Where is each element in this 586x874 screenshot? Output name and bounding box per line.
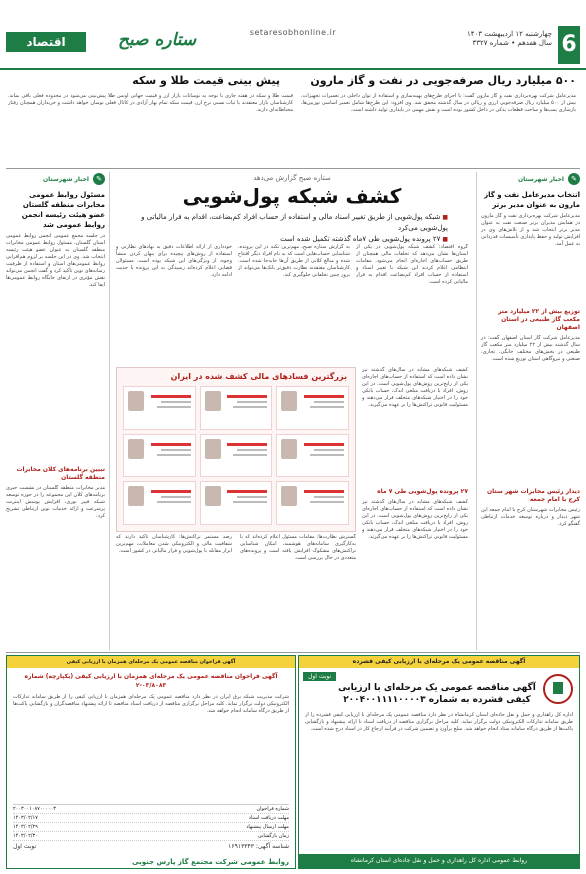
tender-ad-right[interactable] <box>298 655 580 869</box>
ad-details-table <box>13 804 289 840</box>
text-line <box>161 496 191 498</box>
table-row <box>13 832 289 841</box>
text-line <box>310 454 344 456</box>
infographic-card <box>123 434 196 478</box>
left-news-column <box>6 172 110 650</box>
row-label: مهلت ارسال پیشنهاد <box>246 824 289 830</box>
infographic-card <box>200 434 273 478</box>
main-lower-columns <box>116 534 356 646</box>
table-row <box>13 823 289 832</box>
row-value: ۱۴۰۳/۰۲/۳۰ <box>13 833 38 839</box>
ad-title: آگهی فراخوان مناقصه عمومی یک مرحله‌ای همزمان با ارزیابی کیفی (یکپارچه) شماره ۰۳/۸۰۸۳-۲ <box>24 673 278 689</box>
top-left-headline[interactable]: پیش بینی قیمت طلا و سکه <box>132 74 280 87</box>
row-value: ۱۴۰۳/۰۲/۱۷ <box>13 815 38 821</box>
infographic-card <box>200 481 273 525</box>
newspaper-logo: ستاره صبح <box>118 30 197 50</box>
portrait-image <box>281 391 297 411</box>
right-column-headline[interactable]: انتخاب مدیرعامل نفت و گاز مارون به عنوان مدیر برتر <box>484 191 580 209</box>
issue-date: چهارشنبه ۱۲ اردیبهشت ۱۴۰۳ <box>466 30 552 38</box>
text-line <box>233 454 267 456</box>
masthead <box>0 0 586 70</box>
infographic-card <box>276 434 349 478</box>
text-line <box>161 449 191 451</box>
infographic-card <box>200 386 273 430</box>
ad-band: آگهی مناقصه عمومی یک مرحله‌ای با ارزیابی کیفی فشرده <box>299 656 579 668</box>
main-lower-col-b: رصد مستمر تراکنش‌ها: کارشناسان تأکید دارند که شفافیت مالی و الکترونیکی شدن معاملات، مهم‌ترین ابزار مقابله با پول‌شویی و فرار مالیاتی در کشور است. <box>116 534 232 554</box>
red-label-bar <box>151 490 191 493</box>
text-line <box>314 496 344 498</box>
page-number: 6 <box>558 26 580 64</box>
right-news-column <box>476 172 580 650</box>
row-label: زمان بازگشایی <box>257 833 289 839</box>
table-row <box>13 814 289 823</box>
text-line <box>161 401 191 403</box>
red-label-bar <box>227 395 267 398</box>
top-left-body: قیمت طلا و سکه در هفته جاری با توجه به نوسانات بازار ارز و قیمت جهانی اونس طلا پیش‌بینی می‌شود در محدوده فعلی باقی بماند. کارشناسان بازار معتقدند با ثبات نسبی نرخ ارز، قیمت سکه تمام بهار آزادی در کانال فعلی نوسان خواهد داشت و خریداران همچنان رفتار محتاطانه‌ای دارند. <box>8 93 293 113</box>
organization-logo-icon <box>543 674 573 704</box>
text-line <box>310 501 344 503</box>
table-row <box>13 805 289 814</box>
ad-body: اداره کل راهداری و حمل و نقل جاده‌ای استان کرمانشاه در نظر دارد مناقصه عمومی یک مرحله‌ای با ارزیابی کیفی فشرده را از طریق سامانه تدارکات الکترونیکی دولت برگزار نماید. کلیه مراحل برگزاری مناقصه از دریافت اسناد تا ارائه پیشنهاد و بازگشایی پاکت‌ها از طریق درگاه سامانه ستاد انجام خواهد شد. مبلغ برآورد و تضمین شرکت در فرآیند ارجاع کار در اسناد درج شده است. <box>305 712 573 732</box>
text-line <box>233 501 267 503</box>
infographic-card <box>123 386 196 430</box>
main-side-column <box>362 367 468 647</box>
text-line <box>233 406 267 408</box>
column-badge <box>6 172 105 186</box>
divider <box>6 168 580 169</box>
ad-tag: نوبت اول <box>13 843 37 850</box>
right-column-body: مدیرعامل شرکت بهره‌برداری نفت و گاز مارون در همایش مدیران برتر صنعت نفت به عنوان مدیر برتر انتخاب شد و از تلاش‌های وی در افزایش تولید و حفظ پایداری تأسیسات قدردانی به عمل آمد. <box>481 213 580 247</box>
infographic-title: بزرگترین فسادهای مالی کشف شده در ایران <box>170 372 347 381</box>
news-icon: ✎ <box>568 173 580 185</box>
main-side-subheadline[interactable]: ۲۷ پرونده پول‌شویی طی ۷ ماه <box>377 488 468 495</box>
right-column-body-2: مدیرعامل شرکت گاز استان اصفهان گفت: در سال گذشته بیش از ۲۲ میلیارد متر مکعب گاز طبیعی در بخش‌های مختلف خانگی، تجاری، صنعتی و نیروگاهی استان توزیع شده است. <box>481 335 580 362</box>
main-side-body-2: کشف شبکه‌های مشابه در سال‌های گذشته نیز نشان داده است که استفاده از حساب‌های اجاره‌ای یکی از رایج‌ترین روش‌های پول‌شویی است. در این روش، افراد با دریافت مبلغی اندک، حساب بانکی خود را در اختیار شبکه‌های متخلف قرار می‌دهند و مسئولیت قانونی تراکنش‌ها را بر عهده می‌گیرند. <box>362 499 468 540</box>
portrait-image <box>281 439 297 459</box>
text-line <box>314 449 344 451</box>
ad-footer: روابط عمومی اداره کل راهداری و حمل و نقل جاده‌ای استان کرمانشاه <box>299 854 579 868</box>
column-badge <box>481 172 580 186</box>
main-kicker: ستاره صبح گزارش می‌دهد <box>253 174 331 182</box>
main-body-col-1: گروه اقتصاد: کشف شبکه پول‌شویی در یکی از استان‌ها نشان می‌دهد که تخلفات مالی همچنان از طریق حساب‌های اجاره‌ای انجام می‌شود. مقامات انتظامی اعلام کردند این شبکه با تغییر اسناد و استفاده از حساب افراد کم‌بضاعت اقدام به فرار مالیاتی کرده است. <box>356 244 468 285</box>
portrait-image <box>128 486 144 506</box>
red-label-bar <box>304 443 344 446</box>
main-headline[interactable]: کشف شبکه پول‌شویی <box>182 184 402 208</box>
text-line <box>237 496 267 498</box>
infographic-card <box>276 481 349 525</box>
text-line <box>310 406 344 408</box>
top-right-body: مدیرعامل شرکت بهره‌برداری نفت و گاز مارون گفت: با اجرای طرح‌های بهینه‌سازی و استفاده از توان داخلی در تعمیرات تجهیزات، بیش از ۵۰۰ میلیارد ریال صرفه‌جویی ارزی و ریالی در سال گذشته محقق شد. وی افزود: این طرح‌ها شامل تعمیر اساسی توربین‌ها، بازسازی پمپ‌ها و ساخت قطعات یدکی در داخل کشور بوده است و نقش مهمی در پایداری تولید داشته است. <box>301 93 576 113</box>
red-label-bar <box>304 395 344 398</box>
ad-meta <box>13 843 289 850</box>
infographic-card <box>123 481 196 525</box>
corruption-infographic[interactable] <box>116 367 356 532</box>
text-line <box>157 501 191 503</box>
main-bullets <box>128 212 448 245</box>
red-label-bar <box>304 490 344 493</box>
right-column-subheadline-2[interactable]: دیدار رئیس مخابرات شهر ستان کرج با امام جمعه <box>487 488 580 503</box>
divider <box>6 652 580 653</box>
row-label: مهلت دریافت اسناد <box>248 815 289 821</box>
right-column-body-3: رئیس مخابرات شهرستان کرج با امام جمعه این شهر دیدار و درباره توسعه خدمات ارتباطی گفتگو کرد. <box>481 507 580 527</box>
left-column-body-2: مدیر مخابرات منطقه گلستان در نشست خبری برنامه‌های کلان این مجموعه را در حوزه توسعه شبکه فیبر نوری، افزایش پوشش اینترنت پرسرعت و ارائه خدمات نوین ارتباطی تشریح کرد. <box>6 485 105 519</box>
ad-id: شناسه آگهی: ۱۶۹۱۳۳۴۳ <box>228 843 289 850</box>
text-line <box>157 454 191 456</box>
text-line <box>237 401 267 403</box>
row-value: ۱۴۰۳/۰۲/۲۹ <box>13 824 38 830</box>
text-line <box>314 401 344 403</box>
red-label-bar <box>151 395 191 398</box>
ad-body: شرکت مدیریت شبکه برق ایران در نظر دارد مناقصه عمومی یک مرحله‌ای همزمان با ارزیابی کیفی را از طریق سامانه تدارکات الکترونیکی دولت برگزار نماید. کلیه مراحل برگزاری مناقصه از دریافت اسناد مناقصه تا ارائه پیشنهاد مناقصه‌گران و بازگشایی پاکت‌ها از طریق درگاه سامانه انجام خواهد شد. <box>13 694 289 714</box>
ad-title: آگهی مناقصه عمومی یک مرحله‌ای با ارزیابی کیفی فشرده به شماره ۲۰۰۴۰۰۱۱۱۱۰۰۰۰۳ <box>338 683 536 705</box>
news-icon: ✎ <box>93 173 105 185</box>
issue-number: سال هفدهم • شماره ۳۳۲۷ <box>472 39 552 47</box>
portrait-image <box>128 391 144 411</box>
text-line <box>157 406 191 408</box>
main-bullet: ■ ۲۷ پرونده پول‌شویی طی ۷ماه گذشته تکمیل شده است <box>128 234 448 245</box>
ad-tag: نوبت اول <box>303 672 336 681</box>
site-url[interactable]: setaresobhonline.ir <box>249 28 337 37</box>
main-lower-col-a: گسترش نظارت‌ها: مقامات مسئول اعلام کرده‌اند که با به‌کارگیری سامانه‌های هوشمند، امکان شناسایی تراکنش‌های مشکوک افزایش یافته است و پرونده‌های متعددی در حال بررسی است. <box>240 534 356 561</box>
row-value: ۲۰۰۳۰۰۱۰۸۷۰۰۰۰۰۳ <box>13 806 56 812</box>
portrait-image <box>205 391 221 411</box>
row-label: شماره فراخوان <box>256 806 289 812</box>
main-body-col-2: به گزارش ستاره صبح، مهم‌ترین نکته در این پرونده، شناسایی حساب‌هایی است که به نام افراد دیگر افتتاح شده و مبالغ کلانی از طریق آن‌ها جابه‌جا شده است. کارشناسان معتقدند نظارت دقیق‌تر بانک‌ها می‌تواند از بروز چنین تخلفاتی جلوگیری کند. <box>238 244 350 278</box>
infographic-card <box>276 386 349 430</box>
portrait-image <box>128 439 144 459</box>
text-line <box>237 449 267 451</box>
section-label: اقتصاد <box>6 32 86 52</box>
ad-band: آگهی فراخوان مناقصه عمومی یک مرحله‌ای همزمان با ارزیابی کیفی <box>7 656 295 668</box>
badge-label: اخبار شهرستان <box>43 175 89 183</box>
left-column-body: در جلسه مجمع عمومی انجمن روابط عمومی استان گلستان، مسئول روابط عمومی مخابرات منطقه گلستان به عنوان عضو هیئت رئیسه انتخاب شد. وی در این جلسه بر لزوم هم‌افزایی روابط عمومی‌های استان و استفاده از ظرفیت رسانه‌های نوین تأکید کرد و گفت انجمن می‌تواند نقش مؤثری در ارتقای جایگاه روابط عمومی‌ها ایفا کند. <box>6 233 105 288</box>
right-column-subheadline[interactable]: توزیع بیش از ۲۲ میلیارد متر مکعب گاز طبیعی در استان اصفهان <box>497 308 580 331</box>
portrait-image <box>205 486 221 506</box>
main-story <box>116 172 468 650</box>
left-column-headline[interactable]: مسئول روابط عمومی مخابرات منطقه گلستان عضو هیئت رئیسه انجمن روابط عمومی شد <box>21 191 105 229</box>
portrait-image <box>205 439 221 459</box>
red-label-bar <box>227 443 267 446</box>
portrait-image <box>281 486 297 506</box>
top-right-headline[interactable]: ۵۰۰ میلیارد ریال صرفه‌جویی در نفت و گاز مارون <box>310 74 576 87</box>
red-label-bar <box>151 443 191 446</box>
left-column-subheadline[interactable]: تبیین برنامه‌های کلان مخابرات منطقه گلستان <box>16 466 105 481</box>
tender-ad-left[interactable] <box>6 655 296 869</box>
main-bullet: ■ شبکه پول‌شویی از طریق تغییر اسناد مالی و استفاده از حساب افراد کم‌بضاعت، اقدام به فرار مالیاتی و پول‌شویی می‌کرد <box>128 212 448 234</box>
main-side-body: کشف شبکه‌های مشابه در سال‌های گذشته نیز نشان داده است که استفاده از حساب‌های اجاره‌ای یکی از رایج‌ترین روش‌های پول‌شویی است. در این روش، افراد با دریافت مبلغی اندک، حساب بانکی خود را در اختیار شبکه‌های متخلف قرار می‌دهند و مسئولیت قانونی تراکنش‌ها را بر عهده می‌گیرند. <box>362 367 468 408</box>
red-label-bar <box>227 490 267 493</box>
ad-brand: روابط عمومی شرکت مجتمع گاز پارس جنوبی <box>132 858 289 866</box>
badge-label: اخبار شهرستان <box>518 175 564 183</box>
main-body-col-3: خودداری از ارائه اطلاعات دقیق به نهادهای نظارتی و استفاده از روش‌های پیچیده برای پنهان کردن منشأ وجوه، از ویژگی‌های این شبکه بوده است. مسئولان قضایی اعلام کرده‌اند رسیدگی به این پرونده با جدیت ادامه دارد. <box>116 244 232 278</box>
infographic-grid <box>123 386 349 525</box>
